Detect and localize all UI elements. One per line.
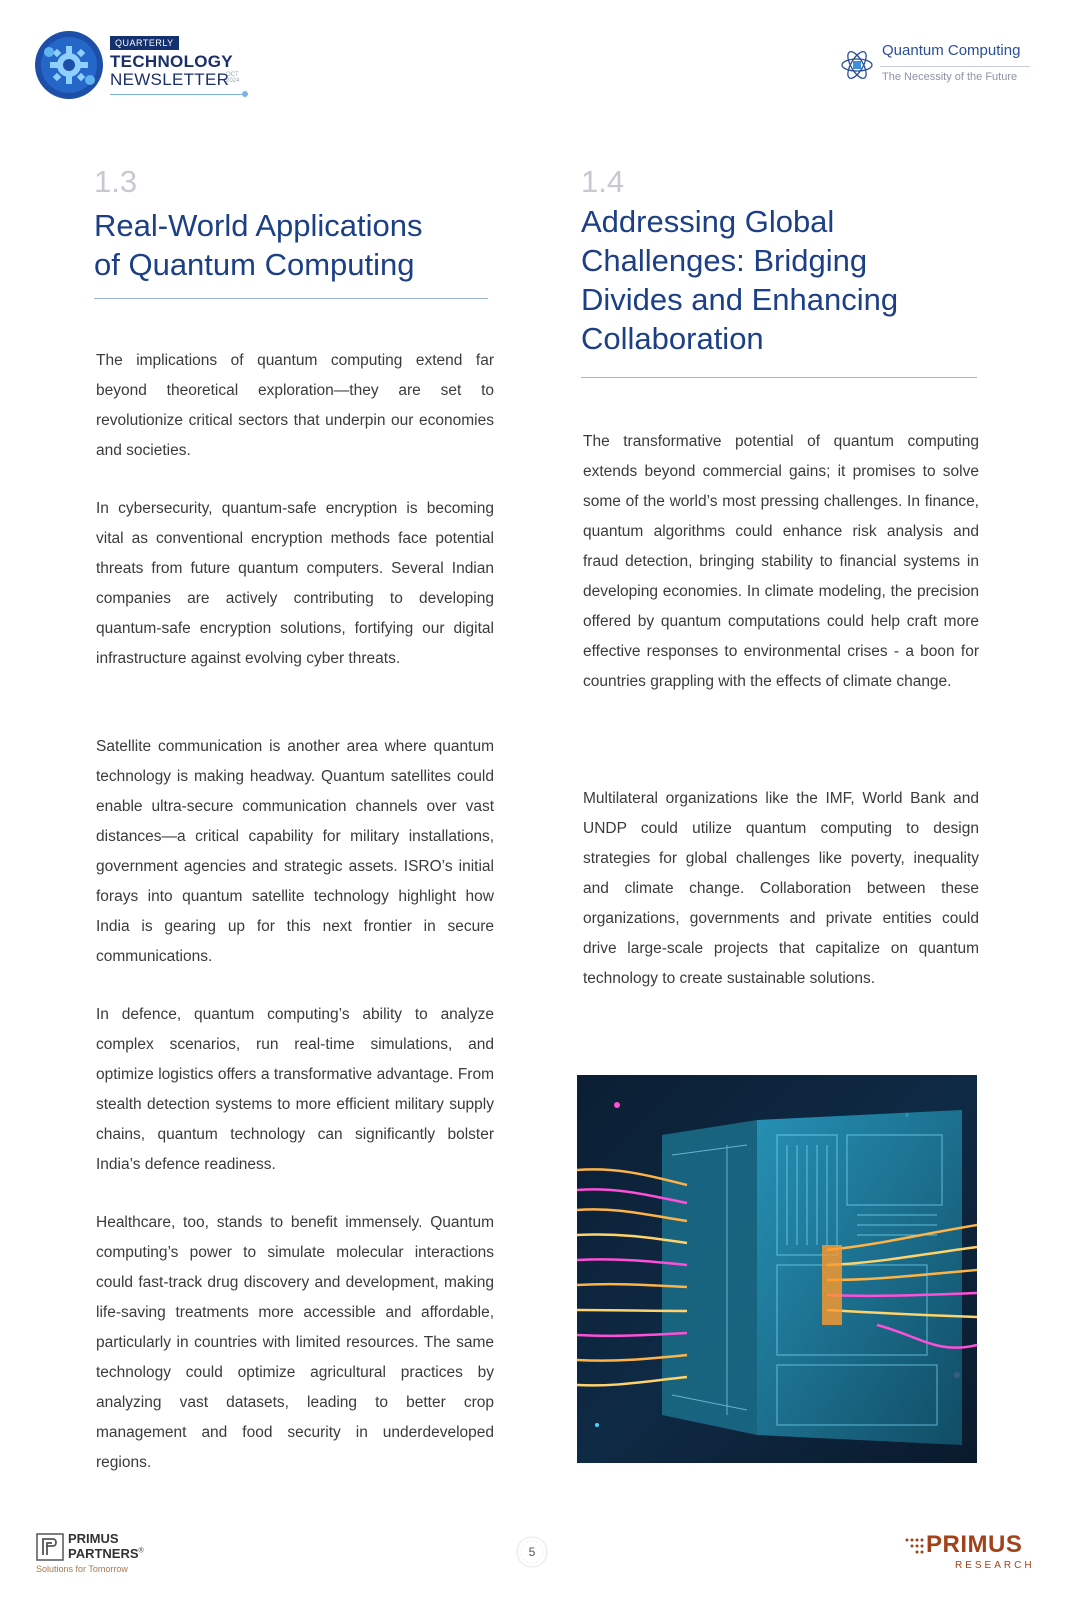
topic-divider xyxy=(880,66,1030,67)
paragraph: The implications of quantum computing extend far beyond theoretical exploration—they are set to revolutionize critical sectors that underpin our economies and societies. xyxy=(96,352,494,459)
partners-tagline: Solutions for Tomorrow xyxy=(36,1564,128,1574)
partners-name-line1: PRIMUS xyxy=(68,1531,119,1546)
heading-line: of Quantum Computing xyxy=(94,247,415,282)
newsletter-gear-logo xyxy=(34,30,104,100)
newsletter-title-line1: TECHNOLOGY xyxy=(110,52,233,71)
research-name: PRIMUS xyxy=(926,1531,1023,1558)
paragraph: Healthcare, too, stands to benefit immensely. Quantum computing’s power to simulate molecular interactions could fast-track drug discovery and development, making life-saving treatments more accessible and affordable, particularly in countries with limited resources. The same technology could optimize agricultural practices by analyzing vast datasets, leading to better crop management and food security in underdeveloped regions. xyxy=(96,1214,494,1471)
section-rule-left xyxy=(94,298,488,299)
quarterly-tag: QUARTERLY xyxy=(110,36,179,50)
header-underline xyxy=(110,94,244,95)
newsletter-title-line2: NEWSLETTER xyxy=(110,70,230,89)
date-year: 2024 xyxy=(226,78,240,84)
quantum-chip-image xyxy=(577,1075,977,1463)
partners-name-line2 xyxy=(68,1546,144,1561)
section-heading-1-4 xyxy=(581,202,898,358)
paragraph: Multilateral organizations like the IMF, World Bank and UNDP could utilize quantum computing to design strategies for global challenges like poverty, inequality and climate change. Collaboration between these organizations, governments and private entities could drive large-scale projects that capitalize on quantum technology to create sustainable solutions. xyxy=(583,790,979,987)
paragraph: The transformative potential of quantum computing extends beyond commercial gains; it promises to solve some of the world’s most pressing challenges. In finance, quantum algorithms could enhance risk analysis and fraud detection, bringing stability to financial systems in developing economies. In climate modeling, the precision offered by quantum computations could help craft more effective responses to environmental crises - a boon for countries grappling with the effects of climate change. xyxy=(583,433,979,690)
date-month: OCT xyxy=(226,72,239,78)
page-number: 5 xyxy=(528,1545,536,1559)
header-underline-dot xyxy=(242,91,248,97)
heading-line: Real-World Applications xyxy=(94,208,423,243)
atom-icon xyxy=(840,48,874,82)
paragraph: Satellite communication is another area where quantum technology is making headway. Quantum satellites could enable ultra-secure communication channels over vast distances—a critical capability for military installations, government agencies and strategic assets. ISRO’s initial forays into quantum satellite technology highlight how India is gearing up for this next frontier in secure communications. xyxy=(96,738,494,965)
registered-mark: ® xyxy=(138,1547,144,1555)
newsletter-date xyxy=(226,72,242,84)
primus-partners-logo-icon xyxy=(36,1533,64,1561)
paragraph: In cybersecurity, quantum-safe encryption is becoming vital as conventional encryption methods face potential threats from future quantum computers. Several Indian companies are actively contributing to developing quantum-safe encryption solutions, fortifying our digital infrastructure against evolving cyber threats. xyxy=(96,500,494,667)
heading-line: Challenges: Bridging xyxy=(581,243,868,278)
section-number-1-4: 1.4 xyxy=(581,164,625,199)
section-number-1-3: 1.3 xyxy=(94,164,138,199)
topic-subtitle: The Necessity of the Future xyxy=(882,71,1018,83)
partners-name-text: PARTNERS xyxy=(68,1546,139,1561)
heading-line: Collaboration xyxy=(581,321,764,356)
primus-research-dots-icon xyxy=(904,1537,926,1555)
topic-title: Quantum Computing xyxy=(882,42,1021,59)
paragraph: In defence, quantum computing’s ability to analyze complex scenarios, run real-time simulations, and optimize logistics offers a transformative advantage. From stealth detection systems to more efficient military supply chains, quantum technology can significantly bolster India’s defence readiness. xyxy=(96,1006,494,1173)
section-rule-right xyxy=(581,377,977,378)
heading-line: Addressing Global xyxy=(581,204,835,239)
research-sub: RESEARCH xyxy=(955,1560,1035,1571)
heading-line: Divides and Enhancing xyxy=(581,282,899,317)
section-heading-1-3 xyxy=(94,206,423,284)
